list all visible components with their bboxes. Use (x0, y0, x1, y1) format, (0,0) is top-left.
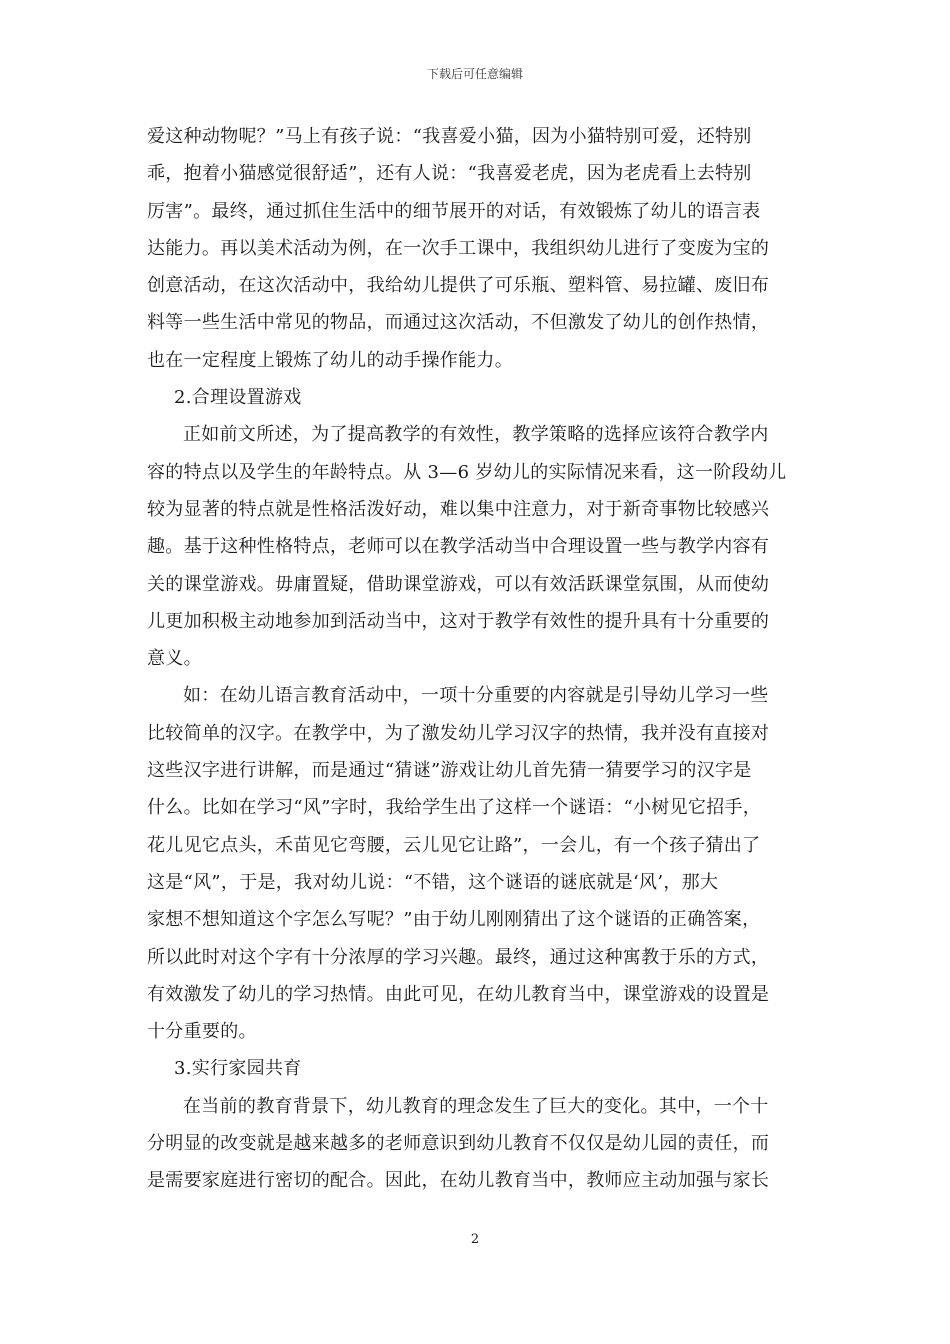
paragraph-line: 创意活动，在这次活动中，我给幼儿提供了可乐瓶、塑料管、易拉罐、废旧布 (147, 275, 770, 297)
paragraph-line: 在当前的教育背景下，幼儿教育的理念发生了巨大的变化。其中，一个十 (183, 1095, 769, 1117)
paragraph-line: 家想不想知道这个字怎么写呢？”由于幼儿刚刚猜出了这个谜语的正确答案， (147, 909, 761, 931)
page-header-note: 下载后可任意编辑 (426, 67, 523, 81)
paragraph-line: 这是“风”，于是，我对幼儿说：“不错，这个谜语的谜底就是‘风’，那大 (147, 871, 719, 893)
paragraph-line: 如：在幼儿语言教育活动中，一项十分重要的内容就是引导幼儿学习一些 (183, 685, 769, 707)
paragraph-line: 容的特点以及学生的年龄特点。从 3—6 岁幼儿的实际情况来看，这一阶段幼儿 (147, 461, 787, 483)
paragraph-line: 爱这种动物呢？”马上有孩子说：“我喜爱小猫，因为小猫特别可爱，还特别 (147, 126, 752, 147)
paragraph-line: 较为显著的特点就是性格活泼好动，难以集中注意力，对于新奇事物比较感兴 (147, 498, 770, 520)
paragraph-line: 有效激发了幼儿的学习热情。由此可见，在幼儿教育当中，课堂游戏的设置是 (147, 983, 770, 1005)
paragraph-line: 花儿见它点头，禾苗见它弯腰，云儿见它让路”，一会儿，有一个孩子猜出了 (147, 834, 761, 856)
document-body (147, 118, 807, 1200)
page-number: 2 (470, 1232, 480, 1247)
section-heading: 2.合理设置游戏 (174, 387, 302, 409)
paragraph-line: 这些汉字进行讲解，而是通过“猜谜”游戏让幼儿首先猜一猜要学习的汉字是 (147, 760, 752, 782)
paragraph-line: 是需要家庭进行密切的配合。因此，在幼儿教育当中，教师应主动加强与家长 (147, 1170, 770, 1192)
paragraph-line: 正如前文所述，为了提高教学的有效性，教学策略的选择应该符合教学内 (183, 424, 769, 446)
paragraph-line: 什么。比如在学习“风”字时，我给学生出了这样一个谜语：“小树见它招手， (147, 797, 762, 819)
paragraph-line: 乖，抱着小猫感觉很舒适”，还有人说：“我喜爱老虎，因为老虎看上去特别 (147, 163, 752, 185)
paragraph-line: 关的课堂游戏。毋庸置疑，借助课堂游戏，可以有效活跃课堂氛围，从而使幼 (147, 573, 770, 595)
paragraph-line: 分明显的改变就是越来越多的老师意识到幼儿教育不仅仅是幼儿园的责任，而 (147, 1133, 770, 1155)
paragraph-line: 所以此时对这个字有十分浓厚的学习兴趣。最终，通过这种寓教于乐的方式， (147, 946, 770, 968)
paragraph-line: 厉害”。最终，通过抓住生活中的细节展开的对话，有效锻炼了幼儿的语言表 (147, 200, 761, 222)
paragraph-line: 十分重要的。 (147, 1021, 257, 1043)
paragraph-line: 趣。基于这种性格特点，老师可以在教学活动当中合理设置一些与教学内容有 (147, 536, 770, 558)
paragraph-line: 比较简单的汉字。在教学中，为了激发幼儿学习汉字的热情，我并没有直接对 (147, 722, 770, 744)
section-heading: 3.实行家园共育 (174, 1058, 302, 1080)
paragraph-line: 也在一定程度上锻炼了幼儿的动手操作能力。 (147, 349, 513, 371)
paragraph-line: 意义。 (147, 648, 202, 670)
paragraph-line: 料等一些生活中常见的物品，而通过这次活动，不但激发了幼儿的创作热情， (147, 312, 770, 334)
paragraph-line: 儿更加积极主动地参加到活动当中，这对于教学有效性的提升具有十分重要的 (147, 610, 770, 632)
paragraph-line: 达能力。再以美术活动为例，在一次手工课中，我组织幼儿进行了变废为宝的 (147, 237, 770, 259)
